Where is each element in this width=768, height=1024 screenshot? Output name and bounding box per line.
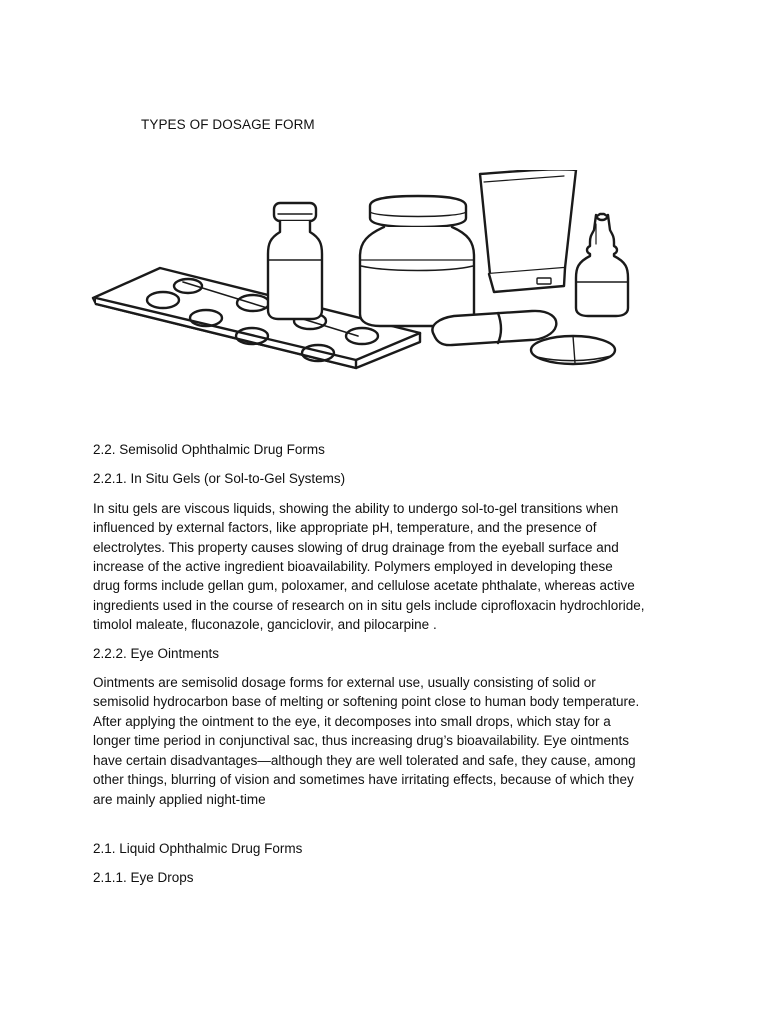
eyedrops-heading: 2.1.1. Eye Drops — [93, 870, 194, 886]
text-line: electrolytes. This property causes slowing of drug drainage from the eyeball surface and — [93, 539, 619, 555]
text-line: drug forms include gellan gum, poloxamer, and cellulose acetate phthalate, whereas active — [93, 578, 635, 594]
text-line: timolol maleate, fluconazole, ganciclovir, and pilocarpine . — [93, 617, 437, 633]
text-line: increase of the active ingredient bioavailability. Polymers employed in developing these — [93, 559, 613, 575]
ointments-paragraph — [93, 673, 693, 809]
text-line: In situ gels are viscous liquids, showing the ability to undergo sol-to-gel transitions when — [93, 500, 619, 516]
text-line: After applying the ointment to the eye, it decomposes into small drops, which stay for a — [93, 713, 611, 729]
text-line: other things, blurring of vision and sometimes have irritating effects, because of which they — [93, 772, 634, 788]
insitu-paragraph — [93, 499, 693, 635]
document-title: TYPES OF DOSAGE FORM — [141, 117, 315, 132]
semisolid-heading: 2.2. Semisolid Ophthalmic Drug Forms — [93, 442, 325, 457]
text-line: Ointments are semisolid dosage forms for external use, usually consisting of solid or — [93, 675, 596, 691]
dosage-forms-illustration — [88, 170, 638, 375]
jar-icon — [360, 196, 474, 326]
text-line: are mainly applied night-time — [93, 791, 266, 807]
text-line: longer time period in conjunctival sac, thus increasing drug’s bioavailability. Eye ointments — [93, 733, 630, 749]
text-line: ingredients used in the course of research on in situ gels include ciprofloxacin hydrochloride, — [93, 597, 645, 613]
tube-icon — [480, 170, 576, 292]
capsule-icon — [432, 311, 556, 345]
document-body — [93, 440, 693, 888]
text-line: semisolid hydrocarbon base of melting or softening point close to human body temperature. — [93, 694, 640, 710]
text-line: influenced by external factors, like appropriate pH, temperature, and the presence of — [93, 520, 597, 536]
liquid-heading: 2.1. Liquid Ophthalmic Drug Forms — [93, 840, 303, 856]
insitu-heading: 2.2.1. In Situ Gels (or Sol-to-Gel Systems) — [93, 471, 346, 487]
ampoule-icon — [576, 214, 628, 316]
ointments-heading: 2.2.2. Eye Ointments — [93, 645, 220, 661]
tablet-icon — [531, 336, 615, 364]
text-line: have certain disadvantages—although they are well tolerated and safe, they cause, among — [93, 752, 636, 768]
vial-icon — [268, 203, 322, 319]
